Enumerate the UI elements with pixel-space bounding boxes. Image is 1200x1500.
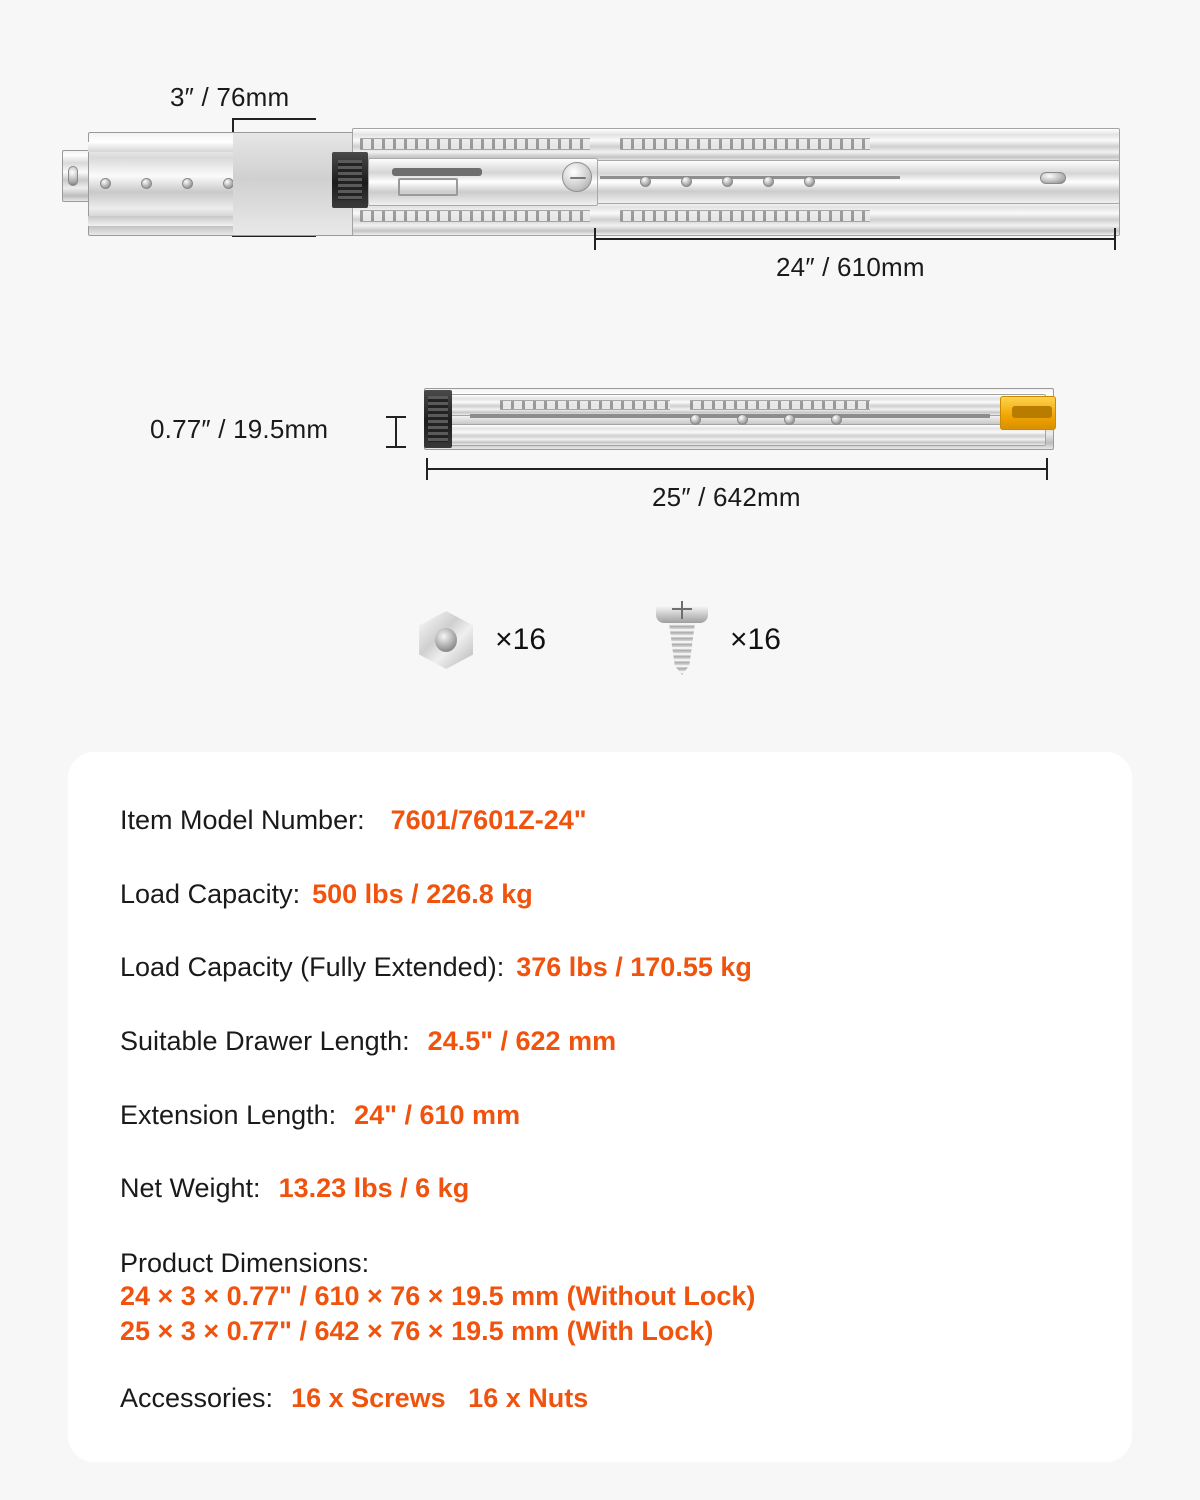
top-extension-dimension-label: 24″ / 610mm	[776, 252, 925, 282]
spec-row-model	[68, 806, 1132, 836]
spec-key: Accessories:	[120, 1383, 274, 1414]
spec-key: Load Capacity (Fully Extended):	[120, 952, 505, 983]
accessories-figure	[0, 575, 1200, 705]
dimension-line	[426, 468, 1048, 470]
dimension-tick	[1046, 458, 1048, 480]
closed-slide-bottom-rail	[432, 424, 1046, 446]
top-slide-figure	[0, 0, 1200, 300]
spec-row-drawer-length	[68, 1027, 1132, 1057]
inner-rail-holes	[640, 176, 815, 187]
spec-row-load-capacity	[68, 880, 1132, 910]
bracket-slot	[68, 166, 78, 186]
slot	[1040, 172, 1066, 184]
spec-value-line2: 25 × 3 × 0.77" / 642 × 76 × 19.5 mm (With Lock)	[120, 1315, 714, 1346]
spec-value: 500 lbs / 226.8 kg	[312, 878, 533, 909]
dimension-line	[395, 416, 397, 448]
dimension-line	[594, 238, 1116, 240]
end-stop-ribs	[338, 160, 362, 200]
spec-key: Net Weight:	[120, 1173, 261, 1204]
ball-bearing-strip	[690, 400, 870, 410]
hole	[763, 176, 774, 187]
detent-disc	[562, 162, 592, 192]
spec-row-product-dimensions	[68, 1248, 1132, 1348]
hole	[681, 176, 692, 187]
nut-icon	[419, 611, 473, 669]
hole	[141, 178, 152, 189]
hole	[722, 176, 733, 187]
ball-bearing-strip	[500, 400, 670, 410]
screw-shank	[669, 623, 695, 675]
spec-key: Load Capacity:	[120, 878, 301, 909]
mounting-holes	[100, 178, 234, 189]
top-height-dimension-label: 3″ / 76mm	[170, 82, 290, 112]
screw-head	[656, 605, 708, 623]
dimension-tick	[232, 118, 316, 120]
dimension-tick	[386, 446, 406, 448]
spec-value: 13.23 lbs / 6 kg	[278, 1173, 470, 1204]
closed-length-dimension-label: 25″ / 642mm	[652, 482, 801, 512]
spec-key: Item Model Number:	[120, 805, 365, 835]
end-stop-ribs	[428, 396, 448, 442]
spec-value: 24" / 610 mm	[354, 1099, 521, 1130]
ball-bearing-strip	[620, 210, 870, 222]
spec-row-load-capacity-extended	[68, 953, 1132, 983]
spec-value: 7601/7601Z-24"	[390, 805, 587, 835]
ball-bearing-strip	[360, 138, 590, 150]
spec-key: Extension Length:	[120, 1099, 337, 1130]
ball-bearing-strip	[360, 210, 590, 222]
detent-window	[398, 178, 458, 196]
hole	[784, 414, 795, 425]
hole	[804, 176, 815, 187]
spec-value: 376 lbs / 170.55 kg	[516, 952, 752, 983]
spec-key: Suitable Drawer Length:	[120, 1026, 410, 1057]
hole	[690, 414, 701, 425]
closed-slide-figure	[0, 330, 1200, 550]
screw-count: ×16	[730, 623, 781, 656]
spec-row-accessories	[68, 1384, 1132, 1414]
thickness-dimension-label: 0.77″ / 19.5mm	[150, 414, 329, 444]
hole	[831, 414, 842, 425]
hole	[182, 178, 193, 189]
lever-arm	[392, 168, 482, 176]
hole	[737, 414, 748, 425]
screw-icon	[656, 605, 708, 675]
spec-value-line1: 24 × 3 × 0.77" / 610 × 76 × 19.5 mm (Without Lock)	[120, 1281, 756, 1312]
hole	[640, 176, 651, 187]
specification-card	[68, 752, 1132, 1462]
dimension-tick	[1114, 228, 1116, 250]
spec-row-extension-length	[68, 1101, 1132, 1131]
screw-item	[656, 605, 781, 675]
spec-value: 24.5" / 622 mm	[427, 1026, 617, 1057]
nut-count: ×16	[495, 623, 546, 656]
spec-row-net-weight	[68, 1174, 1132, 1204]
spec-value: 16 x Screws 16 x Nuts	[291, 1383, 589, 1414]
lever-notch	[1012, 406, 1052, 418]
nut-item	[419, 611, 546, 669]
ball-bearing-strip	[620, 138, 870, 150]
hole	[100, 178, 111, 189]
inner-rail-end-slot	[1040, 172, 1066, 184]
closed-slide-holes	[690, 414, 842, 425]
spec-key: Product Dimensions:	[120, 1248, 370, 1279]
